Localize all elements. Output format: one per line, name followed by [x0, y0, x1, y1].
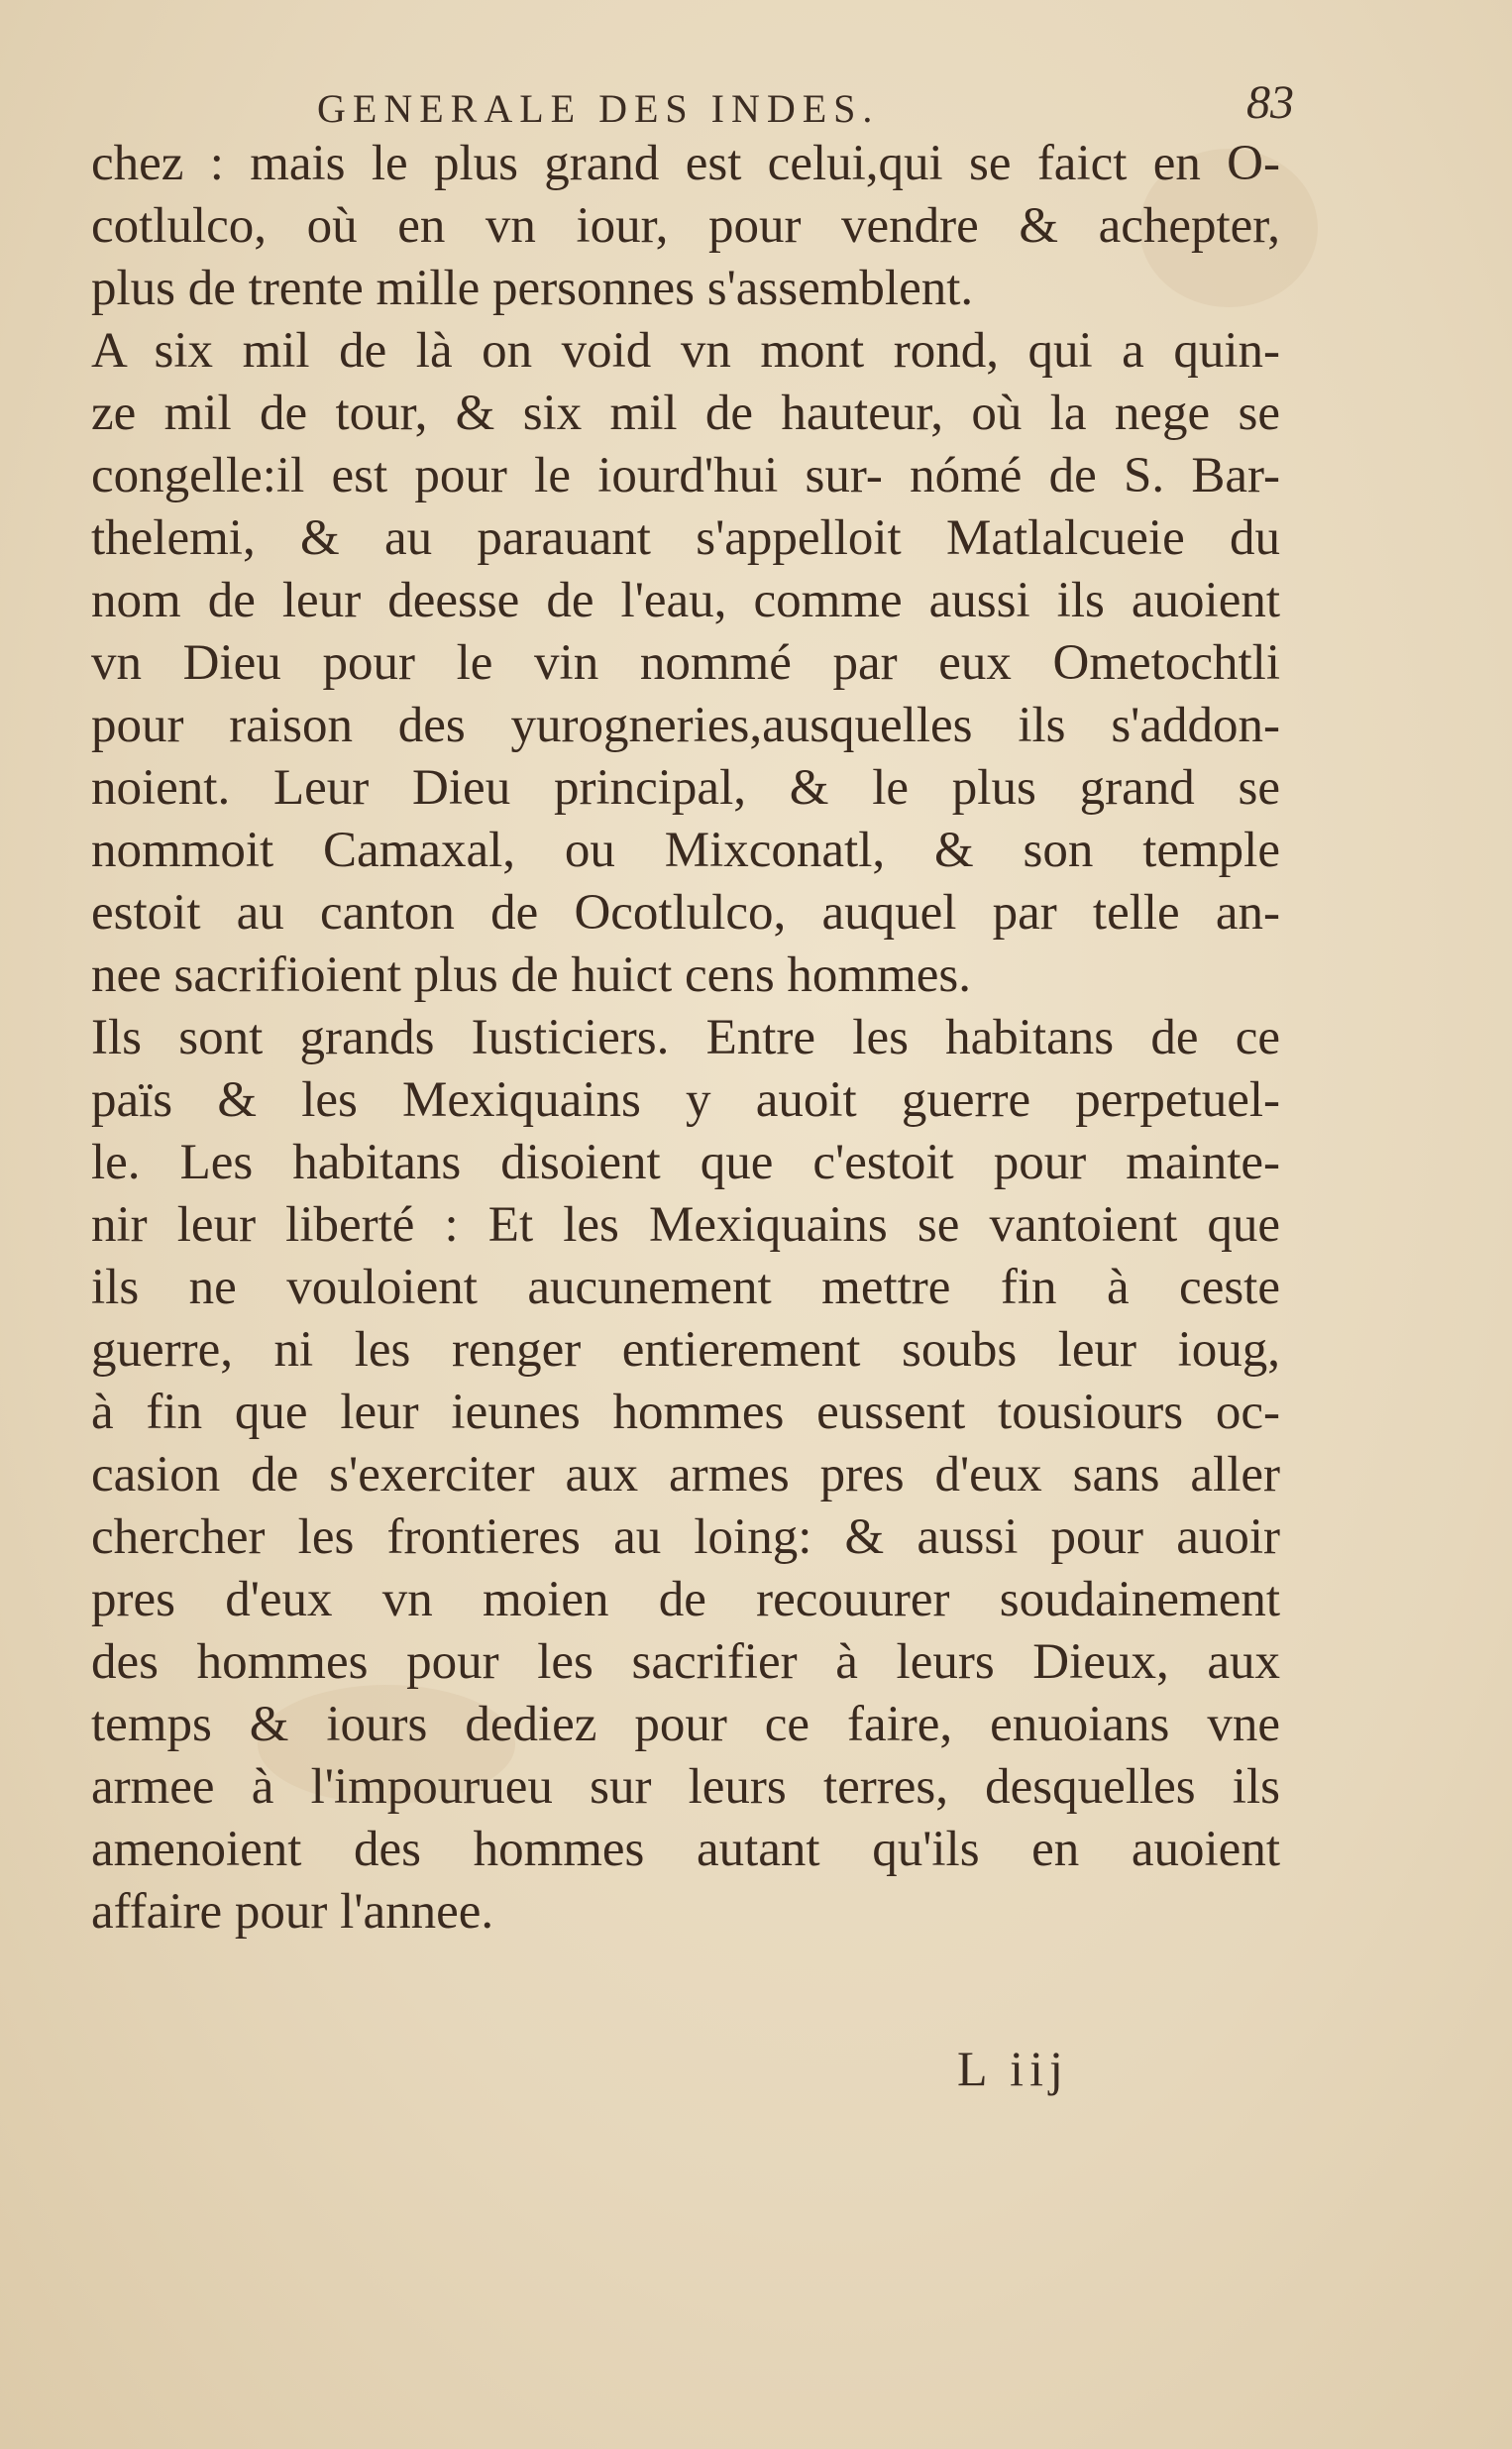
text-line: ils ne vouloient aucunement mettre fin à ceste — [91, 1260, 1280, 1315]
signature-mark: L iij — [957, 2041, 1069, 2096]
text-line: à fin que leur ieunes hommes eussent tousiours oc- — [91, 1385, 1280, 1440]
text-line: noient. Leur Dieu principal, & le plus grand se — [91, 760, 1280, 816]
text-line: nee sacrifioient plus de huict cens hommes. — [91, 947, 971, 1003]
text-line: thelemi, & au parauant s'appelloit Matlalcueie du — [91, 510, 1280, 566]
text-line: amenoient des hommes autant qu'ils en auoient — [91, 1822, 1280, 1877]
text-line: armee à l'impourueu sur leurs terres, desquelles ils — [91, 1759, 1280, 1815]
page-number: 83 — [1246, 76, 1294, 129]
text-line: nir leur liberté : Et les Mexiquains se vantoient que — [91, 1197, 1280, 1253]
text-line: guerre, ni les renger entierement soubs leur ioug, — [91, 1322, 1280, 1378]
text-line: vn Dieu pour le vin nommé par eux Ometochtli — [91, 635, 1280, 691]
text-line: affaire pour l'annee. — [91, 1884, 494, 1940]
running-head — [0, 75, 1512, 135]
text-line: Ils sont grands Iusticiers. Entre les habitans de ce — [91, 1010, 1280, 1065]
text-line: pres d'eux vn moien de recouurer soudainement — [91, 1572, 1280, 1627]
text-line: nom de leur deesse de l'eau, comme aussi ils auoient — [91, 573, 1280, 628]
text-line: temps & iours dediez pour ce faire, enuoians vne — [91, 1697, 1280, 1752]
text-line: estoit au canton de Ocotlulco, auquel par telle an- — [91, 885, 1280, 941]
text-line: le. Les habitans disoient que c'estoit pour mainte- — [91, 1135, 1280, 1190]
text-line: A six mil de là on void vn mont rond, qui a quin- — [91, 323, 1280, 379]
text-line: païs & les Mexiquains y auoit guerre perpetuel- — [91, 1072, 1280, 1128]
text-line: ze mil de tour, & six mil de hauteur, où la nege se — [91, 386, 1280, 441]
text-line: congelle:il est pour le iourd'hui sur- nómé de S. Bar- — [91, 448, 1280, 503]
text-line: plus de trente mille personnes s'assemblent. — [91, 261, 974, 316]
text-line: des hommes pour les sacrifier à leurs Dieux, aux — [91, 1634, 1280, 1690]
running-head-title: GENERALE DES INDES. — [317, 86, 880, 131]
body-text — [91, 133, 1280, 1944]
text-line: chercher les frontieres au loing: & aussi pour auoir — [91, 1509, 1280, 1565]
text-line: chez : mais le plus grand est celui,qui se faict en O- — [91, 136, 1280, 191]
text-line: casion de s'exerciter aux armes pres d'eux sans aller — [91, 1447, 1280, 1503]
text-line: nommoit Camaxal, ou Mixconatl, & son temple — [91, 823, 1280, 878]
text-line: pour raison des yurogneries,ausquelles ils s'addon- — [91, 698, 1280, 753]
text-line: cotlulco, où en vn iour, pour vendre & achepter, — [91, 198, 1280, 254]
